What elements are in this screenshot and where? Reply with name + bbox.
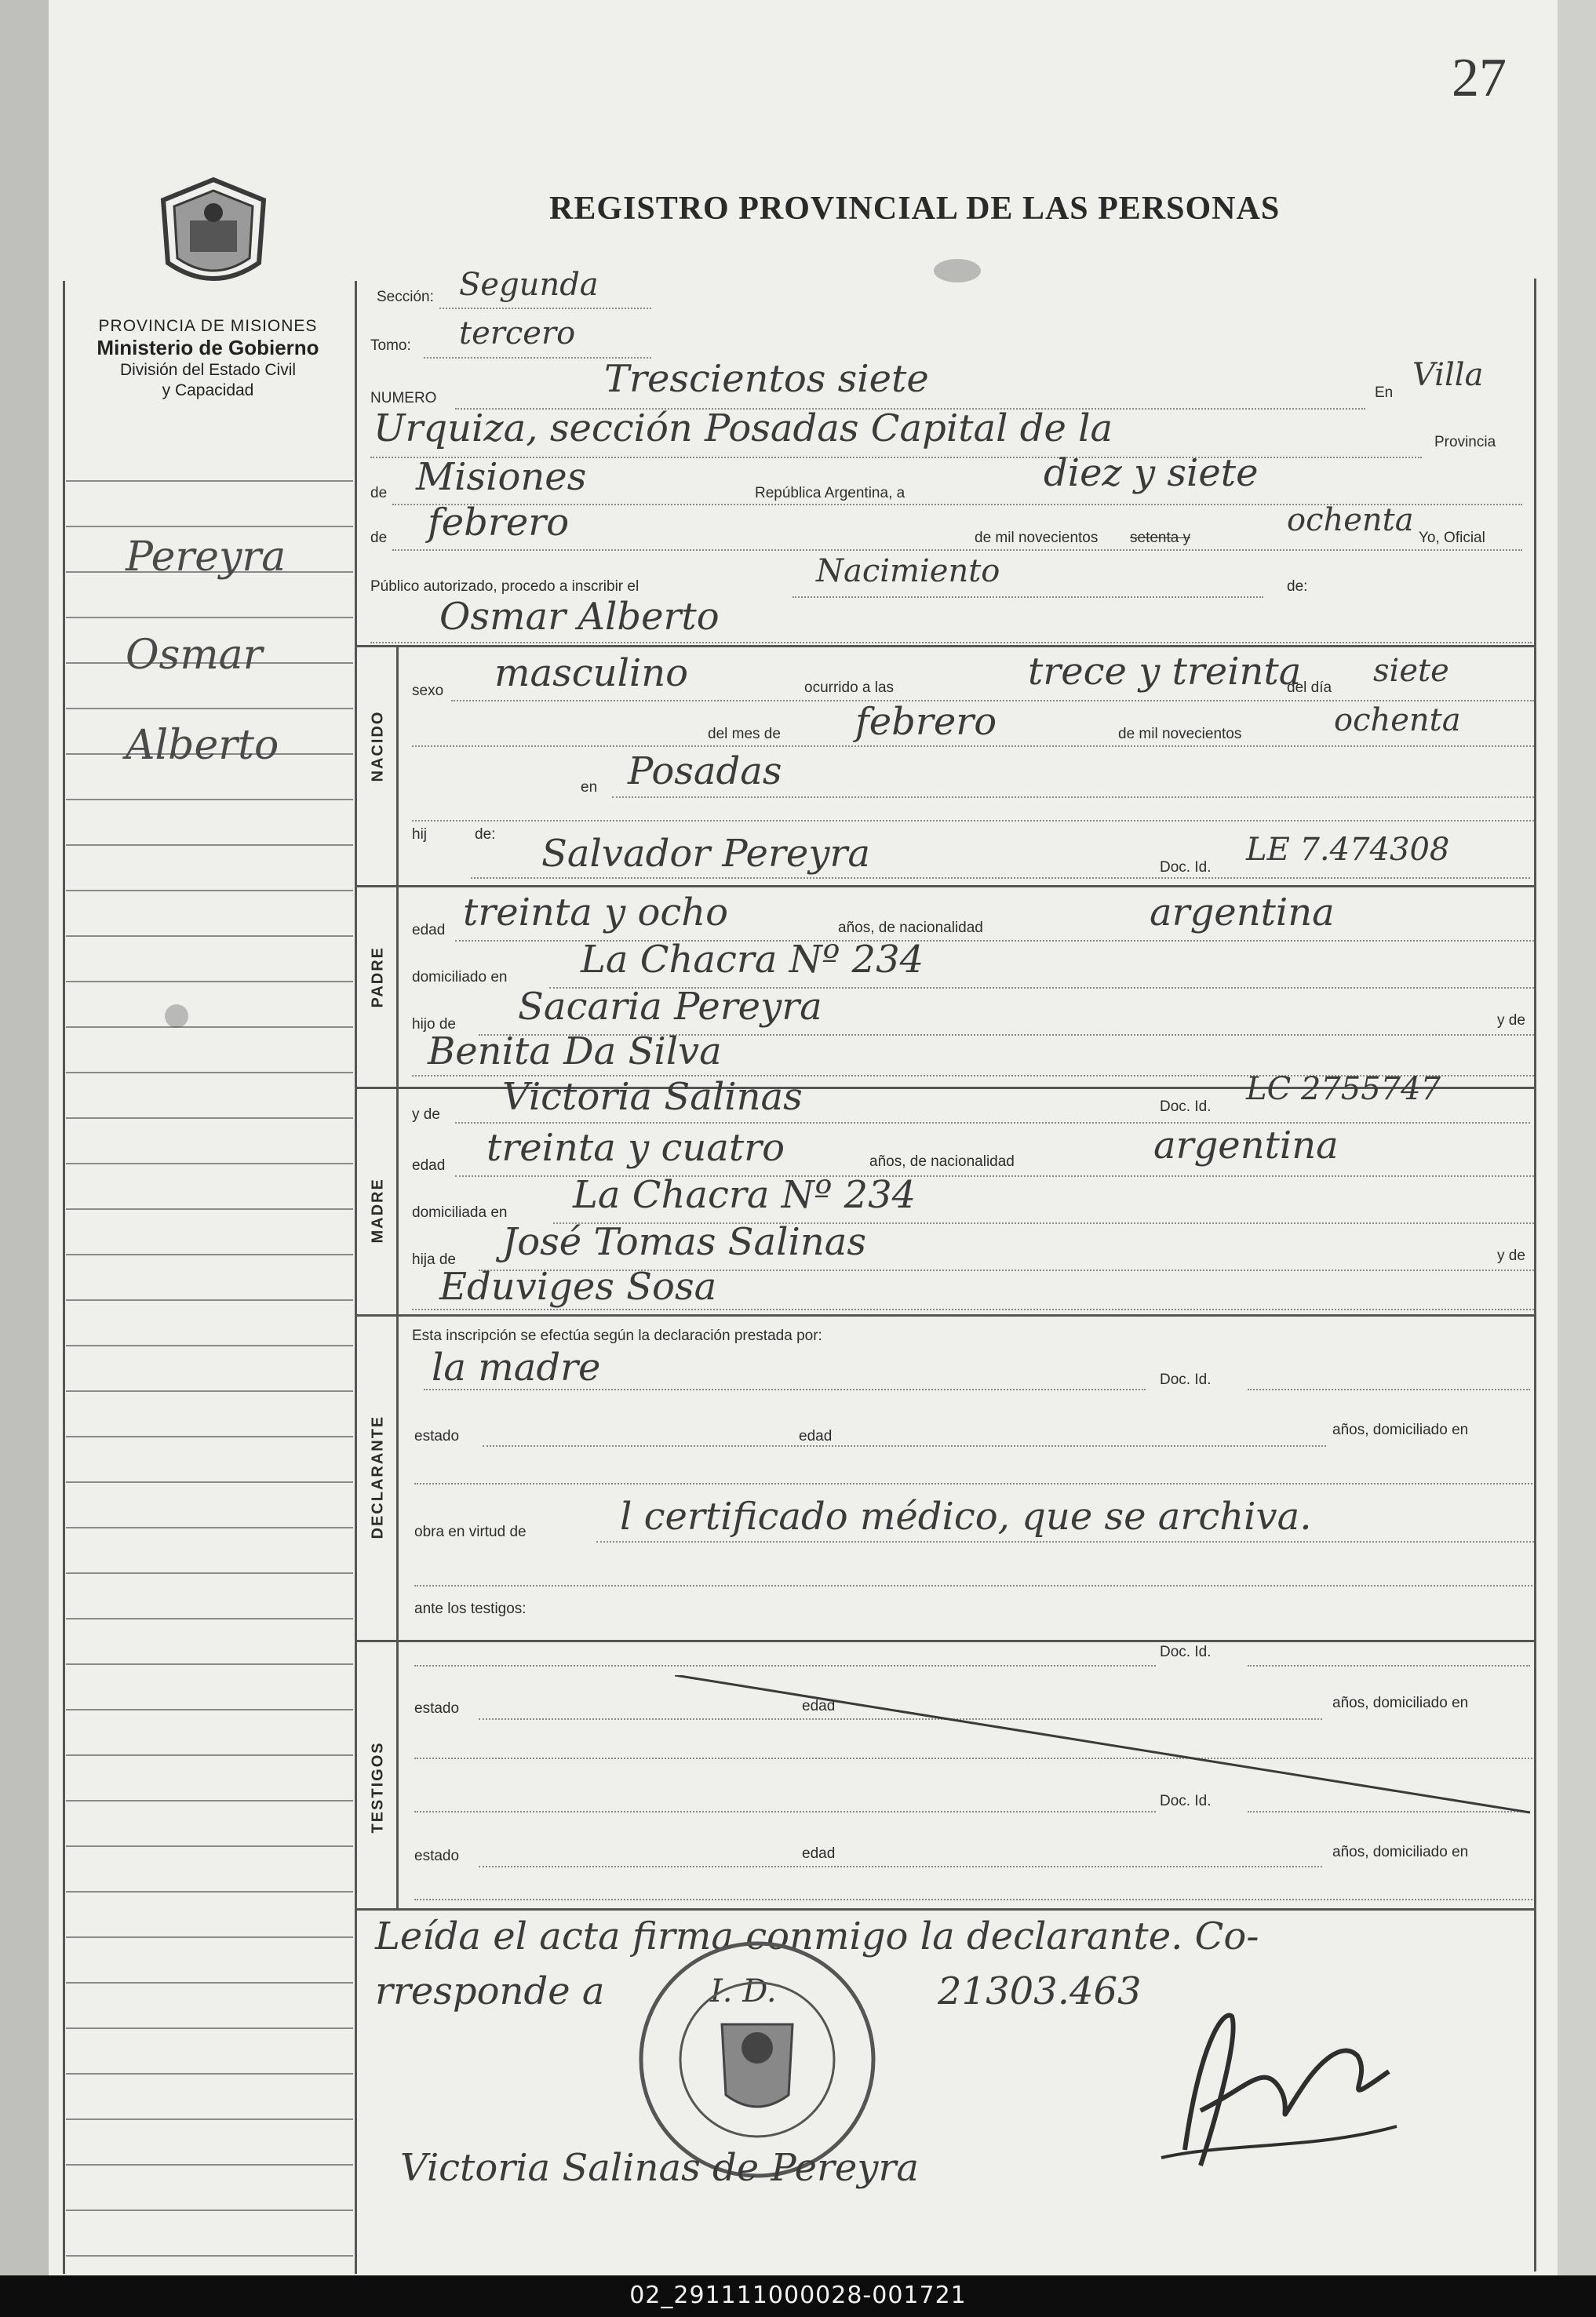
margin-ruled-line (66, 1299, 353, 1301)
label-en-nac: en (581, 779, 598, 796)
label-inscripcion: Esta inscripción se efectúa según la declaración prestada por: (412, 1328, 822, 1344)
label-del-dia: del día (1287, 679, 1332, 696)
margin-ruled-line (66, 2255, 353, 2257)
section-divider-end (355, 1908, 1534, 1911)
rule-estado-t2 (479, 1866, 1322, 1867)
field-lugar-nac: Posadas (628, 749, 782, 793)
margin-ruled-line (66, 1345, 353, 1346)
field-hora: trece y treinta (1028, 650, 1302, 694)
section-divider-declarante (355, 1314, 1534, 1317)
margin-ruled-line (66, 799, 353, 800)
ink-dot (165, 1004, 188, 1028)
field-padre-nombre: Salvador Pereyra (541, 832, 870, 876)
label-dom-decl: años, domiciliado en (1332, 1422, 1469, 1438)
label-de-padres: de: (475, 826, 496, 843)
margin-ruled-line (66, 2210, 353, 2211)
section-divider-nacido (355, 645, 1534, 647)
margin-ruled-line (66, 1117, 353, 1119)
label-yo-oficial: Yo, Oficial (1419, 530, 1485, 546)
agency-division-2: y Capacidad (162, 381, 254, 399)
rule-mes-nac (412, 745, 1534, 747)
label-nacionalidad-madre: años, de nacionalidad (869, 1153, 1015, 1170)
field-madre-nac: argentina (1153, 1124, 1339, 1168)
field-padre-edad: treinta y ocho (463, 891, 729, 934)
label-de: de (370, 485, 388, 501)
label-hijo: hij (412, 826, 428, 843)
margin-ruled-line (66, 1390, 353, 1392)
field-madre-dom: La Chacra Nº 234 (573, 1173, 916, 1217)
margin-ruled-line (66, 1891, 353, 1893)
label-dom-t2: años, domiciliado en (1332, 1844, 1469, 1860)
section-testigos: TESTIGOS (369, 1741, 387, 1834)
margin-column-left-border (63, 281, 65, 2274)
label-estado-decl: estado (414, 1428, 460, 1444)
document-title: REGISTRO PROVINCIAL DE LAS PERSONAS (549, 191, 1281, 227)
closing-line-1: Leída el acta firma conmigo la declarante. Co- (375, 1914, 1259, 1958)
rule-dom-decl (414, 1483, 1532, 1485)
coat-of-arms-icon (155, 177, 271, 294)
label-edad-padre: edad (412, 922, 446, 938)
margin-ruled-line (66, 2073, 353, 2075)
margin-ruled-line (66, 981, 353, 982)
label-edad-decl: edad (799, 1428, 833, 1444)
closing-line-2: rresponde a (375, 1969, 605, 2013)
label-doc-madre: Doc. Id. (1160, 1098, 1212, 1115)
section-label-column (396, 645, 399, 1908)
label-de-mil-nac: de mil novecientos (1118, 726, 1242, 742)
field-mes: febrero (428, 501, 570, 545)
label-de-mil: de mil novecientos (975, 530, 1099, 546)
label-seccion: Sección: (377, 289, 434, 305)
label-de-nombre: de: (1287, 578, 1308, 595)
officer-signature (1153, 1993, 1405, 2173)
field-acto: Nacimiento (816, 553, 1000, 589)
margin-ruled-line (66, 1754, 353, 1756)
page-edge-right (1558, 0, 1596, 2275)
ink-smudge (934, 259, 981, 282)
label-edad-t1: edad (802, 1698, 836, 1714)
section-divider-padre (355, 885, 1534, 887)
agency-province: PROVINCIA DE MISIONES (98, 317, 318, 335)
margin-ruled-line (66, 1982, 353, 1984)
label-dom-t1: años, domiciliado en (1332, 1695, 1469, 1711)
label-del-mes: del mes de (708, 726, 781, 742)
field-madre-y-de: Eduviges Sosa (439, 1265, 717, 1309)
section-declarante: DECLARANTE (369, 1415, 387, 1539)
scan-id: 02_291111000028-001721 (629, 2282, 967, 2309)
margin-ruled-line (66, 1254, 353, 1255)
label-obra: obra en virtud de (414, 1524, 527, 1540)
section-padre: PADRE (369, 945, 387, 1008)
rule-madre-nombre (455, 1122, 1530, 1124)
label-ante: ante los testigos: (414, 1601, 527, 1617)
rule-estado-decl (483, 1445, 1326, 1447)
field-seccion: Segunda (459, 267, 599, 303)
label-estado-t1: estado (414, 1700, 460, 1717)
margin-ruled-line (66, 1572, 353, 1574)
margin-ruled-line (66, 935, 353, 937)
label-y-de-padre: y de (1497, 1012, 1525, 1029)
label-y-de-madre: y de (412, 1106, 440, 1123)
label-tomo: Tomo: (370, 337, 411, 354)
margin-ruled-line (66, 2164, 353, 2166)
rule-nombre (370, 642, 1532, 643)
margin-ruled-line (66, 2118, 353, 2120)
margin-ruled-line (66, 1436, 353, 1437)
field-padre-y-de: Benita Da Silva (428, 1029, 722, 1073)
rule-mes (392, 549, 1522, 551)
rule-obra (596, 1541, 1534, 1543)
field-numero: Trescientos siete (604, 357, 929, 401)
label-domiciliado: domiciliado en (412, 969, 508, 985)
margin-note-second-name: Alberto (126, 722, 279, 769)
margin-ruled-line (66, 1709, 353, 1710)
margin-ruled-line (66, 1481, 353, 1483)
margin-note-first-name: Osmar (126, 632, 263, 679)
testigos-strikeout-line (675, 1675, 1530, 1816)
rule-dom-t2 (414, 1899, 1532, 1900)
margin-ruled-line (66, 1800, 353, 1802)
closing-di: I. D. (710, 1973, 777, 2009)
margin-ruled-line (66, 1208, 353, 1210)
margin-ruled-line (66, 1163, 353, 1164)
section-nacido: NACIDO (369, 710, 387, 782)
rule-obra-2 (414, 1585, 1532, 1587)
label-republica: República Argentina, a (755, 485, 905, 501)
rule-seccion (439, 308, 651, 309)
field-obra: l certificado médico, que se archiva. (620, 1495, 1312, 1539)
margin-ruled-line (66, 1936, 353, 1938)
issuing-agency (63, 317, 353, 401)
official-stamp (636, 1938, 879, 2181)
rule-acto (793, 596, 1263, 598)
field-madre-doc: LC 2755747 (1246, 1071, 1441, 1107)
field-anio: ochenta (1287, 502, 1414, 538)
label-de-mes: de (370, 530, 388, 546)
field-declarante: la madre (432, 1346, 601, 1390)
label-hijo-de: hijo de (412, 1016, 456, 1033)
label-edad-madre: edad (412, 1157, 446, 1174)
field-padre-nac: argentina (1150, 891, 1335, 934)
label-setenta-struck: setenta y (1130, 530, 1191, 546)
rule-doc-testigo-1 (1248, 1665, 1530, 1667)
label-estado-t2: estado (414, 1848, 460, 1864)
page-edge-left (0, 0, 49, 2275)
closing-di-number: 21303.463 (938, 1969, 1142, 2013)
rule-madre-y-de (412, 1309, 1534, 1310)
field-padre-dom: La Chacra Nº 234 (581, 938, 924, 982)
label-provincia: Provincia (1434, 434, 1496, 450)
label-y-de-madre-2: y de (1497, 1248, 1525, 1264)
margin-ruled-line (66, 844, 353, 846)
section-divider-testigos (355, 1640, 1534, 1642)
field-padre-doc: LE 7.474308 (1246, 832, 1450, 868)
page-number: 27 (1452, 48, 1507, 108)
margin-ruled-line (66, 526, 353, 527)
field-mes-nac: febrero (855, 700, 997, 744)
declarant-signature: Victoria Salinas de Pereyra (400, 2146, 920, 2190)
rule-lugar-nac (612, 796, 1534, 798)
agency-ministry: Ministerio de Gobierno (97, 336, 319, 359)
margin-ruled-line (66, 708, 353, 709)
field-provincia: Misiones (416, 455, 587, 499)
label-en: En (1375, 384, 1394, 401)
field-tomo: tercero (459, 315, 576, 352)
rule-testigo-1 (414, 1665, 1156, 1667)
label-doc-declarante: Doc. Id. (1160, 1372, 1212, 1388)
margin-ruled-line (66, 1527, 353, 1528)
label-domiciliada: domiciliada en (412, 1204, 508, 1221)
label-nacionalidad-padre: años, de nacionalidad (838, 920, 983, 936)
margin-ruled-line (66, 1845, 353, 1847)
margin-column-right-border (355, 281, 357, 2274)
form-right-border (1534, 279, 1536, 2271)
field-anio-nac: ochenta (1334, 702, 1461, 738)
field-sexo: masculino (494, 651, 689, 695)
margin-ruled-line (66, 1618, 353, 1619)
field-madre-nombre: Victoria Salinas (502, 1075, 803, 1119)
margin-ruled-line (66, 2027, 353, 2029)
field-lugar: Urquiza, sección Posadas Capital de la (373, 406, 1113, 450)
field-dia-nac: siete (1373, 653, 1449, 689)
label-publico: Público autorizado, procedo a inscribir el (370, 578, 639, 595)
field-nombre: Osmar Alberto (439, 595, 720, 639)
field-padre-hijo-de: Sacaria Pereyra (518, 985, 822, 1029)
label-ocurrido: ocurrido a las (804, 679, 895, 696)
agency-division: División del Estado Civil (119, 361, 297, 379)
rule-doc-declarante (1248, 1389, 1530, 1390)
field-madre-edad: treinta y cuatro (486, 1126, 785, 1170)
label-doc-testigo-1: Doc. Id. (1160, 1644, 1212, 1660)
scan-footer (0, 2275, 1596, 2317)
margin-note-surname: Pereyra (126, 534, 286, 581)
field-madre-hija-de: José Tomas Salinas (502, 1220, 867, 1264)
label-doc-testigo-2: Doc. Id. (1160, 1793, 1212, 1809)
label-sexo: sexo (412, 683, 444, 699)
rule-blank-nac (412, 820, 1534, 822)
field-en: Villa (1412, 357, 1484, 393)
section-madre: MADRE (369, 1178, 387, 1244)
margin-ruled-line (66, 1663, 353, 1665)
label-doc-padre: Doc. Id. (1160, 859, 1212, 876)
margin-ruled-line (66, 480, 353, 482)
rule-padre-nombre (471, 877, 1530, 879)
margin-ruled-line (66, 617, 353, 618)
margin-ruled-line (66, 1072, 353, 1073)
field-dia: diez y siete (1044, 451, 1259, 495)
label-numero: NUMERO (370, 390, 437, 406)
label-edad-t2: edad (802, 1845, 836, 1862)
margin-ruled-line (66, 1026, 353, 1028)
label-hija-de: hija de (412, 1251, 456, 1268)
margin-ruled-line (66, 890, 353, 891)
